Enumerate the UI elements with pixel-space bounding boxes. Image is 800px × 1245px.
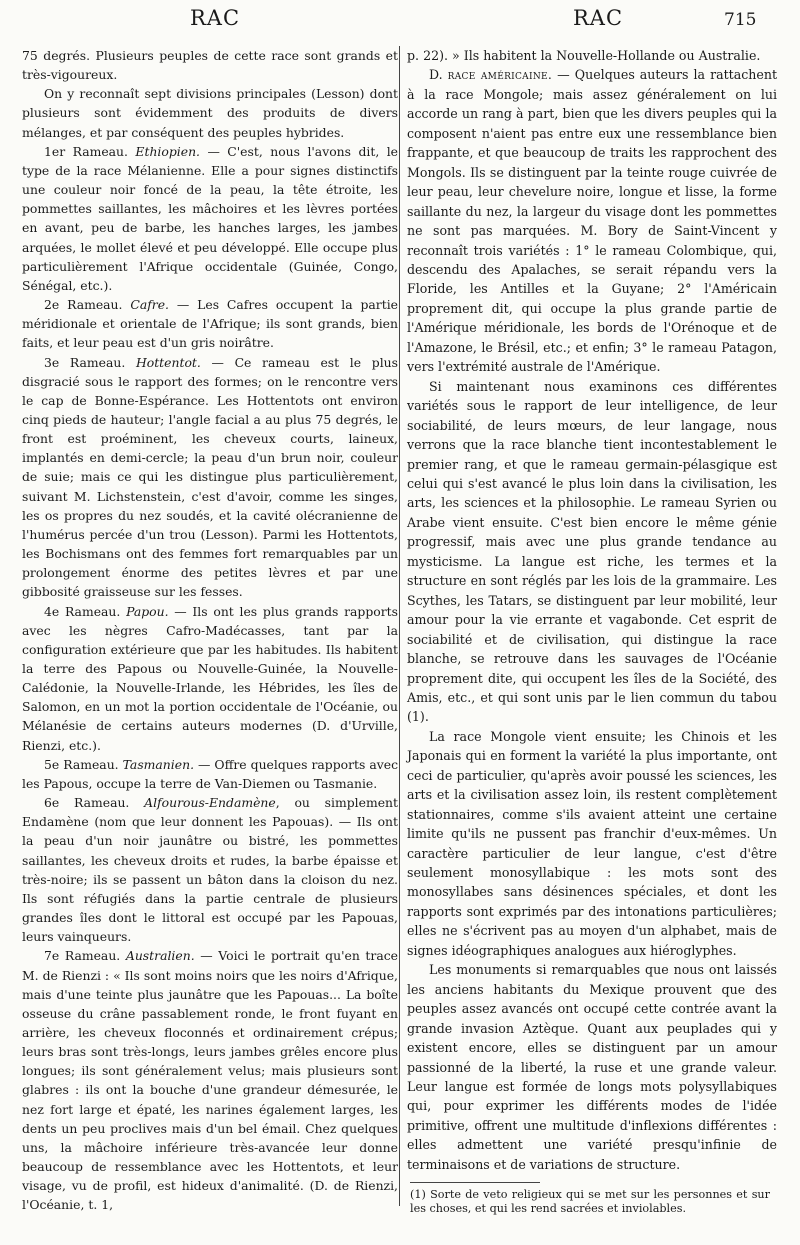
paragraph-text: Les monuments si remarquables que nous ont laissés les anciens habitants du Mexique prouvent que des peuples assez avancés ont occupé cette contrée avant la grande invasion Aztèque. Quant aux peuplades qui y existent encore, elles se distinguent par un amour passionné de la liberté, la ruse et une grande valeur. Leur langue est formée de longs mots polysyllabiques qui, pour exprimer les différents modes de l'idée primitive, offrent une multitude d'inflexions différentes : elles admettent une variété presqu'infinie de terminaisons et de variations de structure.	[407, 962, 777, 1172]
section-title: Ethiopien.	[135, 143, 200, 159]
paragraph	[22, 84, 398, 141]
paragraph-lead: 3e Rameau.	[44, 354, 136, 370]
paragraph	[22, 602, 398, 755]
right-column	[407, 46, 777, 1174]
paragraph	[22, 793, 398, 946]
paragraph	[22, 946, 398, 1214]
paragraph-lead: 5e Rameau.	[44, 756, 123, 772]
paragraph	[407, 727, 777, 960]
paragraph-text: — Voici le portrait qu'en trace M. de Rienzi : « Ils sont moins noirs que les noirs d'Afrique, mais d'une teinte plus jaunâtre que les Papouas... La boîte osseuse du crâne passablement ronde, le front fuyant en arrière, les cheveux floconnés et ordinairement crépus; leurs bras sont très-longs, leurs jambes grêles encore plus longues; ils sont généralement velus; mais plusieurs sont glabres : ils ont la bouche d'une grandeur démesurée, le nez fort large et épaté, les narines également larges, les dents un peu proclives mais d'un bel émail. Chez quelques uns, la mâchoire inférieure très-avancée leur donne beaucoup de ressemblance avec les Hottentots, et leur visage, vu de profil, est hideux d'animalité. (D. de Rienzi, l'Océanie, t. 1,	[22, 948, 398, 1213]
paragraph	[407, 960, 777, 1174]
paragraph	[22, 142, 398, 295]
paragraph-text: Si maintenant nous examinons ces différentes variétés sous le rapport de leur intelligence, de leur sociabilité, de leurs mœurs, de leur langage, nous verrons que la race blanche tient incontestablement le premier rang, et que le rameau germain-pélasgique est celui qui s'est avancé le plus loin dans la civilisation, les arts, les sciences et la philosophie. Le rameau Syrien ou Arabe vient ensuite. C'est bien encore le même génie progressif, mais avec une plus grande tendance au mysticisme. La langue est riche, les termes et la structure en sont réglés par les lois de la grammaire. Les Scythes, les Tatars, se distinguent par leur mobilité, leur amour pour la vie errante et vagabonde. Cet esprit de sociabilité et de civilisation, qui distingue la race blanche, se retrouve dans les sauvages de l'Océanie proprement dite, qui occupent les îles de la Société, des Amis, etc., et qui sont unis par le lien commun du tabou (1).	[407, 378, 777, 725]
paragraph-lead: 6e Rameau.	[44, 795, 145, 811]
paragraph-text: — Offre quelques rapports avec les Papous, occupe la terre de Van-Diemen ou Tasmanie.	[22, 756, 399, 791]
paragraph-lead: D.	[429, 67, 448, 83]
section-heading: race américaine.	[447, 67, 553, 83]
paragraph	[407, 46, 777, 65]
section-title: Hottentot.	[135, 354, 201, 370]
paragraph-text: La race Mongole vient ensuite; les Chinois et les Japonais qui en forment la variété la plus importante, ont ceci de particulier, qu'après avoir poussé les sciences, les arts et la civilisation assez loin, ils restent complètement stationnaires, comme s'ils avaient atteint une certaine limite qu'ils ne pussent pas franchir d'eux-mêmes. Un caractère particulier de leur langue, c'est d'être seulement monosyllabique : les mots sont des monosyllabes sans désinences spéciales, et dont les rapports sont exprimés par des intonations particulières; elles ne s'écrivent pas au moyen d'un alphabet, mais de signes idéographiques analogues aux hiéroglyphes.	[407, 728, 777, 958]
paragraph	[407, 377, 777, 727]
page-number: 715	[724, 10, 757, 30]
section-title: Australien.	[125, 948, 195, 964]
paragraph-text: — Les Cafres occupent la partie méridionale et orientale de l'Afrique; ils sont grands, bien faits, et leur peau est d'un gris noirâtre.	[22, 297, 398, 351]
section-title: Tasmanien.	[122, 756, 195, 772]
paragraph-text: — Quelques auteurs la rattachent à la race Mongole; mais assez généralement on lui accorde un rang à part, bien que les divers peuples qui la composent n'aient pas entre eux une ressemblance bien frappante, et que beaucoup de traits les rapprochent des Mongols. Ils se distinguent par la teinte rouge cuivrée de leur peau, leur chevelure noire, longue et lisse, la forme saillante du nez, la largeur du visage dont les pommettes ne sont pas marquées. M. Bory de Saint-Vincent y reconnaît trois variétés : 1° le rameau Colombique, qui, descendu des Apalaches, se serait répandu vers la Floride, les Antilles et la Guyane; 2° l'Américain proprement dit, qui occupe la plus grande partie de l'Amérique méridionale, les bords de l'Orénoque et de l'Amazone, le Brésil, etc.; et enfin; 3° le rameau Patagon, vers l'extrémité australe de l'Amérique.	[407, 67, 778, 375]
footnote-rule	[410, 1182, 540, 1183]
paragraph-text: — Ils ont les plus grands rapports avec les nègres Cafro-Madécasses, tant par la configuration extérieure que par les habitudes. Ils habitent la terre des Papous ou Nouvelle-Guinée, la Nouvelle-Calédonie, la Nouvelle-Irlande, les Hébrides, les îles de Salomon, en un mot la portion occidentale de l'Océanie, ou Mélanésie de certains auteurs modernes (D. d'Urville, Rienzi, etc.).	[22, 603, 398, 753]
running-head-left: RAC	[190, 6, 241, 30]
paragraph-lead: 2e Rameau.	[44, 297, 131, 313]
section-title: Alfourous-Endamène	[144, 795, 276, 811]
paragraph-text: On y reconnaît sept divisions principales (Lesson) dont plusieurs sont évidemment des produits de divers mélanges, et par conséquent des peuples hybrides.	[22, 86, 398, 140]
paragraph-lead: 1er Rameau.	[44, 143, 136, 159]
running-head	[0, 6, 800, 40]
paragraph-text: 75 degrés. Plusieurs peuples de cette race sont grands et très-vigoureux.	[22, 48, 398, 83]
paragraph	[22, 295, 398, 352]
paragraph-lead: 7e Rameau.	[44, 948, 126, 964]
paragraph-text: p. 22). » Ils habitent la Nouvelle-Hollande ou Australie.	[407, 48, 761, 63]
paragraph-lead: 4e Rameau.	[44, 603, 127, 619]
left-column	[22, 46, 398, 1215]
paragraph	[22, 46, 398, 84]
footnote: (1) Sorte de veto religieux qui se met sur les personnes et sur les choses, et qui les rend sacrées et inviolables.	[410, 1188, 770, 1215]
section-title: Cafre.	[130, 297, 169, 313]
paragraph-text: , ou simplement Endamène (nom que leur donnent les Papouas). — Ils ont la peau d'un noir jaunâtre ou bistré, les pommettes saillantes, les cheveux droits et rudes, la barbe épaisse et très-noire; ils se passent un bâton dans la cloison du nez. Ils sont réfugiés dans la partie centrale de plusieurs grandes îles dont le littoral est occupé par les Papouas, leurs vainqueurs.	[22, 795, 398, 945]
column-divider	[399, 46, 400, 1206]
paragraph	[407, 65, 777, 376]
running-head-right: RAC	[573, 6, 624, 30]
paragraph	[22, 353, 398, 602]
paragraph-text: — Ce rameau est le plus disgracié sous le rapport des formes; on le rencontre vers le cap de Bonne-Espérance. Les Hottentots ont environ cinq pieds de hauteur; l'angle facial a au plus 75 degrés, le front est proéminent, les cheveux courts, laineux, implantés en demi-cercle; la peau d'un brun noir, couleur de suie; mais ce qui les distingue plus particulièrement, suivant M. Lichstenstein, c'est d'avoir, comme les singes, les os propres du nez soudés, et la cavité olécranienne de l'humérus percée d'un trou (Lesson). Parmi les Hottentots, les Bochismans ont des femmes fort remarquables par un prolongement énorme des petites lèvres et par une gibbosité graisseuse sur les fesses.	[22, 354, 398, 600]
paragraph-text: — C'est, nous l'avons dit, le type de la race Mélanienne. Elle a pour signes distinctifs une couleur noir foncé de la peau, la tête étroite, les pommettes saillantes, les mâchoires et les lèvres portées en avant, peu de barbe, les hanches larges, les jambes arquées, le mollet élevé et peu développé. Elle occupe plus particulièrement l'Afrique occidentale (Guinée, Congo, Sénégal, etc.).	[22, 143, 398, 293]
paragraph	[22, 755, 398, 793]
section-title: Papou.	[126, 603, 169, 619]
